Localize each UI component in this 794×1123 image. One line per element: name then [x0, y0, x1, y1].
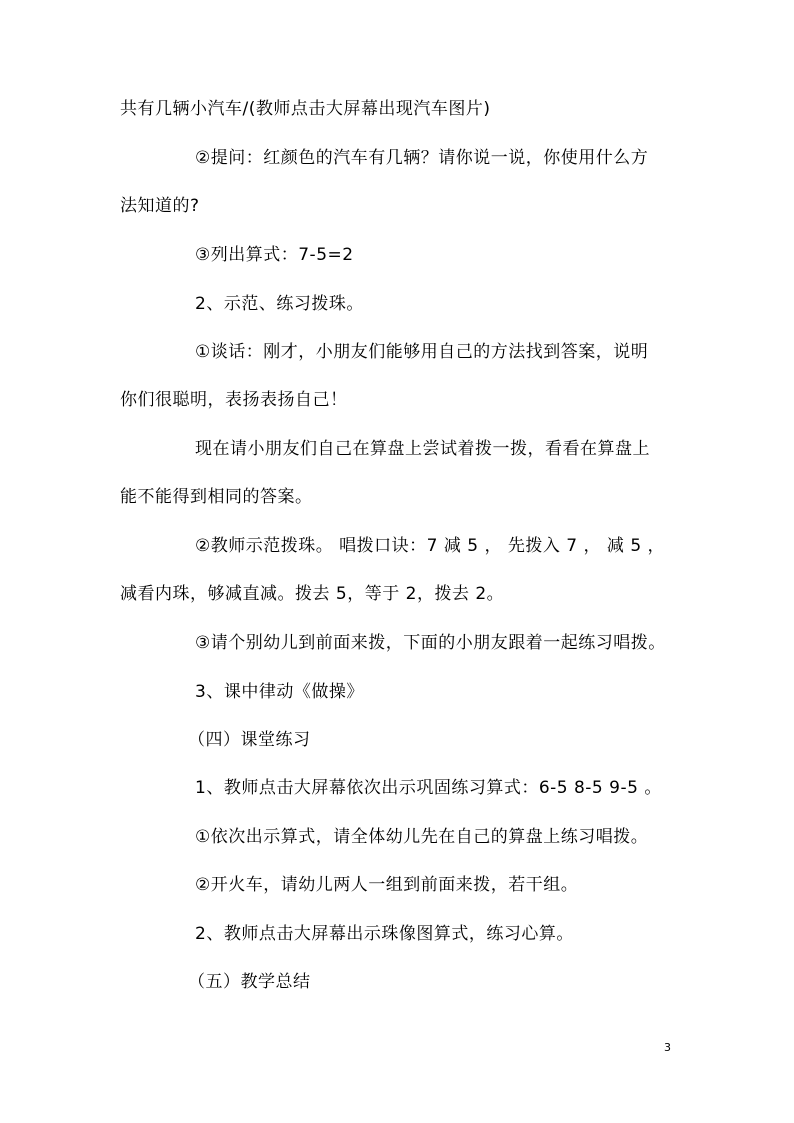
- section-heading: （四）课堂练习: [188, 730, 311, 750]
- text-line: 共有几辆小汽车/(教师点击大屏幕出现汽车图片): [120, 99, 491, 119]
- text-line: 能不能得到相同的答案。: [120, 487, 313, 507]
- text-line: 现在请小朋友们自己在算盘上尝试着拨一拨，看看在算盘上: [195, 439, 650, 459]
- page-number: 3: [664, 1041, 671, 1054]
- text-line: 你们很聪明，表扬表扬自己！: [120, 390, 348, 410]
- text-line: ③列出算式：7-5=2: [195, 245, 354, 265]
- text-line: 法知道的?: [120, 196, 200, 216]
- text-line: 1、教师点击大屏幕依次出示巩固练习算式：6-5 8-5 9-5 。: [195, 778, 662, 798]
- text-line: ②教师示范拨珠。 唱拨口诀：7 减 5 ， 先拨入 7 ， 减 5 ，: [195, 536, 666, 556]
- text-line: ③请个别幼儿到前面来拨，下面的小朋友跟着一起练习唱拨。: [195, 633, 666, 653]
- text-line: 2、教师点击大屏幕出示珠像图算式，练习心算。: [195, 924, 574, 944]
- section-heading: （五）教学总结: [188, 972, 311, 992]
- text-line: 减看内珠，够减直减。拨去 5，等于 2，拨去 2。: [120, 584, 505, 604]
- section-heading: 3、课中律动《做操》: [195, 682, 364, 702]
- text-line: ①谈话：刚才，小朋友们能够用自己的方法找到答案，说明: [195, 342, 649, 362]
- text-line: ②开火车，请幼儿两人一组到前面来拨，若干组。: [195, 875, 579, 895]
- text-line: ②提问：红颜色的汽车有几辆？请你说一说，你使用什么方: [195, 148, 649, 168]
- section-heading: 2、示范、练习拨珠。: [195, 294, 364, 314]
- text-line: ①依次出示算式，请全体幼儿先在自己的算盘上练习唱拨。: [195, 827, 649, 847]
